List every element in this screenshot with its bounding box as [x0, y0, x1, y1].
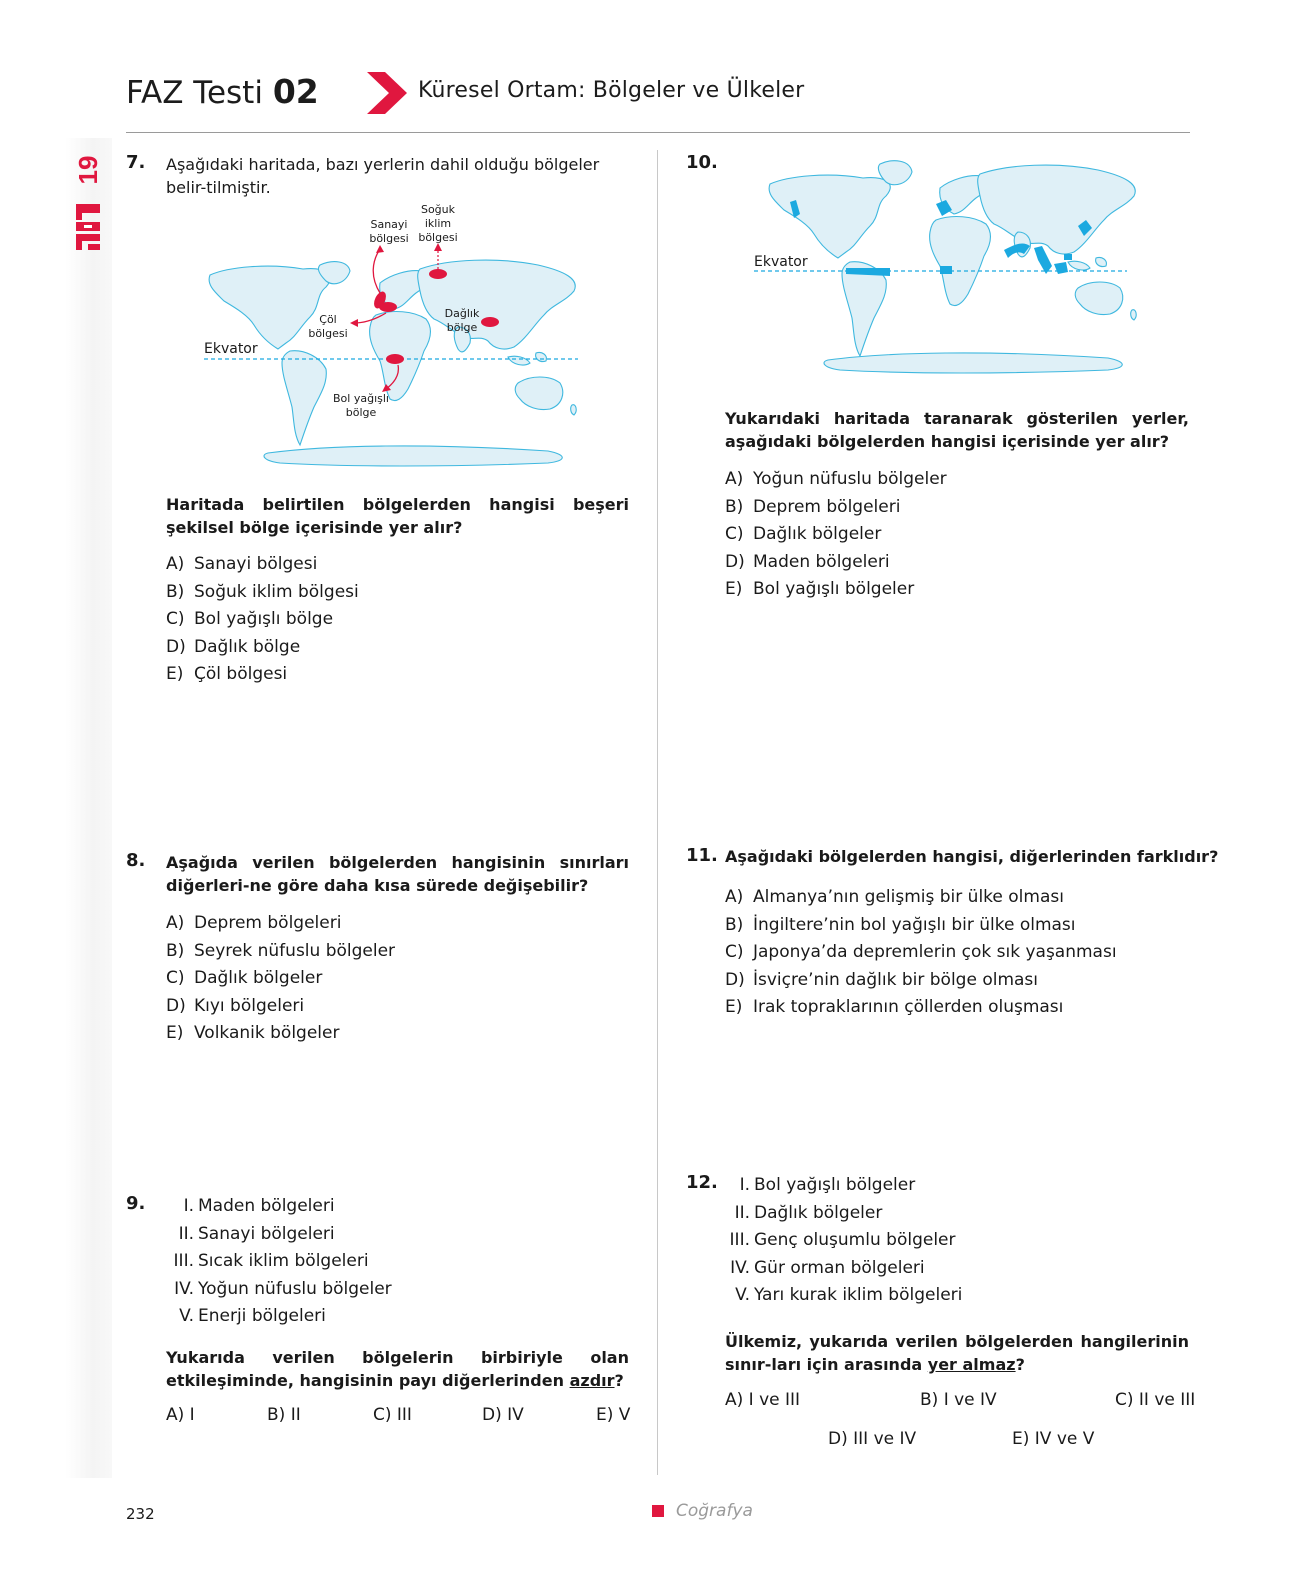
header-divider — [126, 132, 1190, 133]
test-subtitle: Küresel Ortam: Bölgeler ve Ülkeler — [418, 78, 805, 103]
label-daglik-1: Dağlık — [444, 307, 480, 320]
option-a[interactable]: A) I ve III — [725, 1390, 801, 1410]
side-test-number — [70, 150, 110, 190]
question-10-stem: Yukarıdaki haritada taranarak gösterilen yerler, aşağıdaki bölgelerden hangisi içerisinde yer alır? — [725, 409, 1189, 451]
option-c[interactable]: C) Dağlık bölgeler — [725, 524, 882, 544]
question-9-stem: Yukarıda verilen bölgelerin birbiriyle olan etkileşiminde, hangisinin payı diğerlerinden azdır? — [166, 1348, 629, 1390]
question-7-options — [166, 551, 359, 689]
roman-item: III. Sıcak iklim bölgeleri — [173, 1251, 369, 1271]
roman-item: III. Genç oluşumlu bölgeler — [729, 1230, 956, 1250]
roman-item: V. Yarı kurak iklim bölgeleri — [735, 1285, 963, 1305]
label-soguk-2: iklim — [424, 217, 452, 230]
subject-name: Coğrafya — [676, 1501, 753, 1521]
label-soguk-1: Soğuk — [420, 203, 456, 216]
option-b[interactable]: B) Seyrek nüfuslu bölgeler — [166, 940, 396, 961]
option-d[interactable]: D) İsviçre’nin dağlık bir bölge olması — [725, 969, 1039, 990]
option-e[interactable]: E) V — [596, 1405, 631, 1425]
question-12-number: 12. — [686, 1172, 718, 1193]
option-a[interactable]: A) Yoğun nüfuslu bölgeler — [725, 469, 947, 489]
label-col-1: Çöl — [319, 313, 337, 326]
question-8-stem: Aşağıda verilen bölgelerden hangisinin sınırları diğerleri-ne göre daha kısa sürede değişebilir? — [166, 853, 629, 895]
label-sanayi-1: Sanayi — [370, 218, 408, 231]
label-daglik-2: bölge — [446, 321, 478, 334]
question-8-options — [166, 910, 395, 1048]
option-a[interactable]: A) Deprem bölgeleri — [166, 913, 342, 933]
label-sanayi-2: bölgesi — [369, 232, 409, 245]
option-e[interactable]: E) Irak topraklarının çöllerden oluşması — [725, 997, 1064, 1017]
option-d[interactable]: D) Dağlık bölge — [166, 636, 301, 657]
test-title: FAZ Testi 02 — [126, 72, 319, 111]
question-7-text: Aşağıdaki haritada, bazı yerlerin dahil olduğu bölgeler belir-tilmiştir. — [166, 155, 600, 197]
question-8-number: 8. — [126, 850, 146, 871]
underlined-keyword: azdır — [569, 1371, 615, 1390]
option-d[interactable]: D) IV — [482, 1405, 524, 1425]
question-12-items — [720, 1172, 962, 1310]
subject-marker-icon — [652, 1505, 664, 1517]
question-9-items — [164, 1193, 392, 1331]
question-11-number: 11. — [686, 845, 718, 866]
question-11-options — [725, 884, 1117, 1022]
roman-item: IV. Yoğun nüfuslu bölgeler — [174, 1278, 392, 1299]
question-10-number: 10. — [686, 152, 718, 173]
roman-item: V. Enerji bölgeleri — [179, 1306, 326, 1326]
option-c[interactable]: C) Dağlık bölgeler — [166, 968, 323, 988]
label-ekvator: Ekvator — [204, 341, 258, 357]
side-strip — [65, 138, 112, 1478]
test-number: 02 — [272, 72, 319, 111]
roman-item: I. Maden bölgeleri — [183, 1196, 335, 1216]
label-col-2: bölgesi — [308, 327, 348, 340]
question-10-options — [725, 466, 947, 604]
roman-item: II. Sanayi bölgeleri — [178, 1223, 335, 1244]
option-c[interactable]: C) Bol yağışlı bölge — [166, 609, 334, 629]
option-b[interactable]: B) Soğuk iklim bölgesi — [166, 581, 359, 602]
option-b[interactable]: B) İngiltere’nin bol yağışlı bir ülke olması — [725, 914, 1076, 935]
option-e[interactable]: E) IV ve V — [1012, 1429, 1095, 1449]
question-10-world-map — [754, 150, 1162, 390]
page-number: 232 — [126, 1505, 155, 1523]
option-a[interactable]: A) I — [166, 1405, 195, 1425]
option-b[interactable]: B) Deprem bölgeleri — [725, 496, 901, 517]
option-e[interactable]: E) Bol yağışlı bölgeler — [725, 579, 915, 599]
question-9-number: 9. — [126, 1193, 146, 1214]
question-7-world-map — [200, 205, 600, 475]
option-b[interactable]: B) I ve IV — [920, 1390, 997, 1410]
underlined-keyword: yer almaz — [927, 1355, 1016, 1374]
question-7-number: 7. — [126, 152, 146, 173]
option-c[interactable]: C) Japonya’da depremlerin çok sık yaşanması — [725, 942, 1117, 962]
option-c[interactable]: C) III — [373, 1405, 412, 1425]
option-a[interactable]: A) Almanya’nın gelişmiş bir ülke olması — [725, 887, 1064, 907]
roman-item: IV. Gür orman bölgeleri — [730, 1257, 925, 1278]
chevron-right-icon — [365, 70, 409, 116]
label-soguk-3: bölgesi — [418, 231, 458, 244]
faz-logo-icon — [70, 200, 106, 256]
option-d[interactable]: D) Maden bölgeleri — [725, 551, 890, 572]
svg-text:19: 19 — [72, 155, 103, 185]
question-12-stem: Ülkemiz, yukarıda verilen bölgelerden hangilerinin sınır-ları için arasında yer almaz? — [725, 1332, 1189, 1374]
option-d[interactable]: D) III ve IV — [828, 1429, 917, 1449]
roman-item: I. Bol yağışlı bölgeler — [739, 1175, 916, 1195]
label-ekvator: Ekvator — [754, 254, 808, 270]
column-divider — [657, 150, 658, 1475]
question-7-stem: Haritada belirtilen bölgelerden hangisi beşeri şekilsel bölge içerisinde yer alır? — [166, 495, 629, 537]
option-e[interactable]: E) Çöl bölgesi — [166, 664, 288, 684]
label-bol-2: bölge — [345, 406, 377, 419]
option-e[interactable]: E) Volkanik bölgeler — [166, 1023, 340, 1043]
option-c[interactable]: C) II ve III — [1115, 1390, 1196, 1410]
label-bol-1: Bol yağışlı — [333, 392, 389, 405]
question-11-stem: Aşağıdaki bölgelerden hangisi, diğerlerinden farklıdır? — [725, 847, 1219, 866]
roman-item: II. Dağlık bölgeler — [734, 1202, 883, 1223]
option-b[interactable]: B) II — [267, 1405, 301, 1425]
option-d[interactable]: D) Kıyı bölgeleri — [166, 995, 305, 1016]
option-a[interactable]: A) Sanayi bölgesi — [166, 554, 318, 574]
